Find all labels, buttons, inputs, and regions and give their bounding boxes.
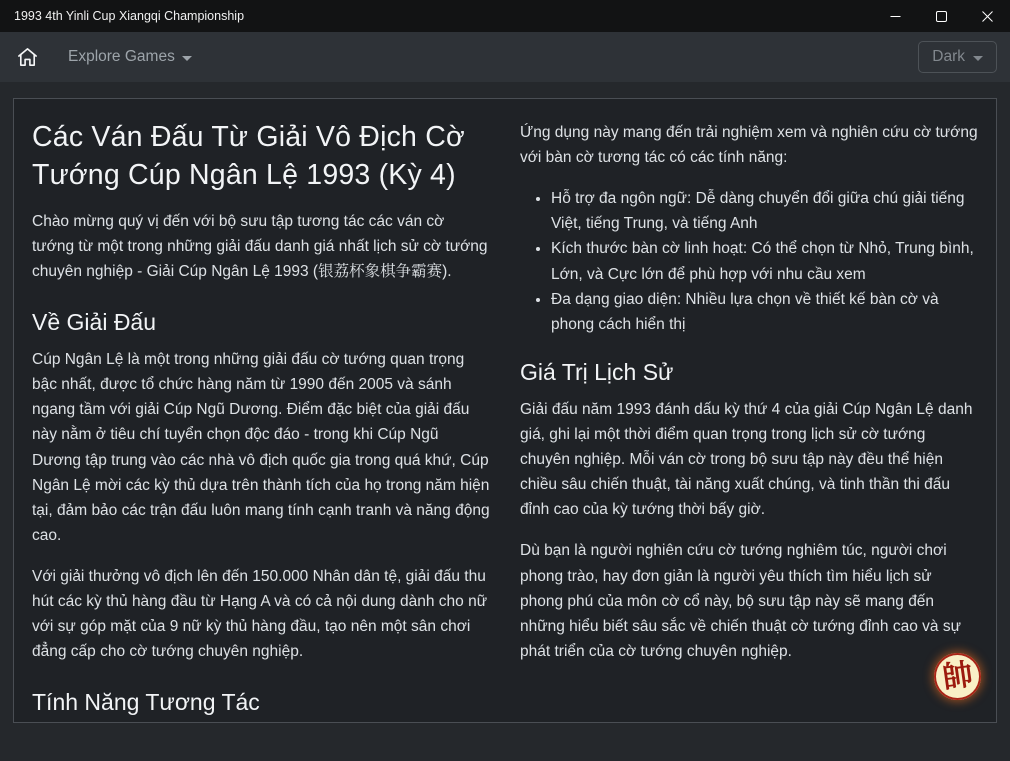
- close-icon: [982, 11, 993, 22]
- window-controls: [872, 0, 1010, 32]
- interactive-features-heading: Tính Năng Tương Tác: [32, 689, 260, 716]
- about-paragraph-1: Cúp Ngân Lệ là một trong những giải đấu cờ tướng quan trọng bậc nhất, được tổ chức hàng năm từ 1990 đến 2005 và sánh ngang tầm với giải Cúp Ngũ Dương. Điểm đặc biệt của giải đấu này nằm ở tiêu chí tuyển chọn độc đáo - trong khi Cúp Ngũ Dương tập trung vào các nhà vô địch quốc gia trong quá khứ, Cúp Ngân Lệ mời các kỳ thủ dựa trên thành tích của họ trong năm hiện tại, đảm bảo các trận đấu luôn mang tính cạnh tranh và năng động cao.: [32, 351, 490, 544]
- page-title: Các Ván Đấu Từ Giải Vô Địch Cờ Tướng Cúp Ngân Lệ 1993 (Kỳ 4): [32, 121, 465, 191]
- list-item: • Kích thước bàn cờ linh hoạt: Có thể chọn từ Nhỏ, Trung bình, Lớn, và Cực lớn để phù hợp với nhu cầu xem: [551, 236, 978, 286]
- features-intro-paragraph: Ứng dụng này mang đến trải nghiệm xem và nghiên cứu cờ tướng với bàn cờ tương tác có các tính năng:: [520, 124, 978, 167]
- features-list: [520, 186, 978, 337]
- maximize-button[interactable]: [918, 0, 964, 32]
- intro-paragraph: Chào mừng quý vị đến với bộ sưu tập tương tác các ván cờ tướng từ một trong những giải đấu danh giá nhất lịch sử cờ tướng chuyên nghiệp - Giải Cúp Ngân Lệ 1993 (银荔杯象棋争霸赛).: [32, 212, 488, 280]
- about-paragraph-2: Với giải thưởng vô địch lên đến 150.000 Nhân dân tệ, giải đấu thu hút các kỳ thủ hàng đầu từ Hạng A và có cả nội dung dành cho nữ với sự góp mặt của 9 nữ kỳ thủ hàng đầu, tạo nên một sân chơi đẳng cấp cho cờ tướng chuyên nghiệp.: [32, 567, 488, 661]
- explore-games-label: Explore Games: [68, 48, 175, 65]
- general-character: 帥: [940, 657, 975, 695]
- minimize-icon: [890, 11, 901, 22]
- list-item: • Đa dạng giao diện: Nhiều lựa chọn về thiết kế bàn cờ và phong cách hiển thị: [551, 287, 978, 337]
- window-title: 1993 4th Yinli Cup Xiangqi Championship: [14, 9, 245, 23]
- history-paragraph-1: Giải đấu năm 1993 đánh dấu kỳ thứ 4 của giải Cúp Ngân Lệ danh giá, ghi lại một thời điểm quan trọng trong lịch sử cờ tướng chuyên nghiệp. Mỗi ván cờ trong bộ sưu tập này đều thể hiện chiều sâu chiến thuật, tài năng xuất chúng, và tinh thần thi đấu đỉnh cao của kỳ tướng thời bấy giờ.: [520, 400, 973, 519]
- titlebar: [0, 0, 1010, 32]
- explore-games-menu[interactable]: [68, 48, 192, 66]
- chevron-down-icon: [182, 56, 192, 61]
- chevron-down-icon: [973, 56, 983, 61]
- minimize-button[interactable]: [872, 0, 918, 32]
- history-paragraph-2: Dù bạn là người nghiên cứu cờ tướng nghiêm túc, người chơi phong trào, hay đơn giản là người yêu thích tìm hiểu lịch sử phong phú của môn cờ cổ này, bộ sưu tập này sẽ mang đến những hiểu biết sâu sắc về chiến thuật cờ tướng đỉnh cao và sự phát triển của cờ tướng chuyên nghiệp.: [520, 542, 961, 660]
- navbar: [0, 32, 1010, 82]
- list-item: • Hỗ trợ đa ngôn ngữ: Dễ dàng chuyển đổi giữa chú giải tiếng Việt, tiếng Trung, và tiếng Anh: [551, 186, 978, 236]
- xiangqi-general-piece-icon: [934, 653, 981, 700]
- content-area: [0, 82, 1010, 761]
- theme-dropdown-button[interactable]: [918, 41, 997, 73]
- about-tournament-heading: Về Giải Đấu: [32, 309, 157, 336]
- maximize-icon: [936, 11, 947, 22]
- left-column: [32, 111, 490, 716]
- close-button[interactable]: [964, 0, 1010, 32]
- theme-label: Dark: [932, 48, 965, 65]
- home-button[interactable]: [16, 46, 39, 69]
- home-icon: [16, 46, 39, 69]
- historical-value-heading: Giá Trị Lịch Sử: [520, 358, 674, 385]
- right-column: [520, 111, 978, 710]
- tournament-intro-panel: [13, 98, 997, 723]
